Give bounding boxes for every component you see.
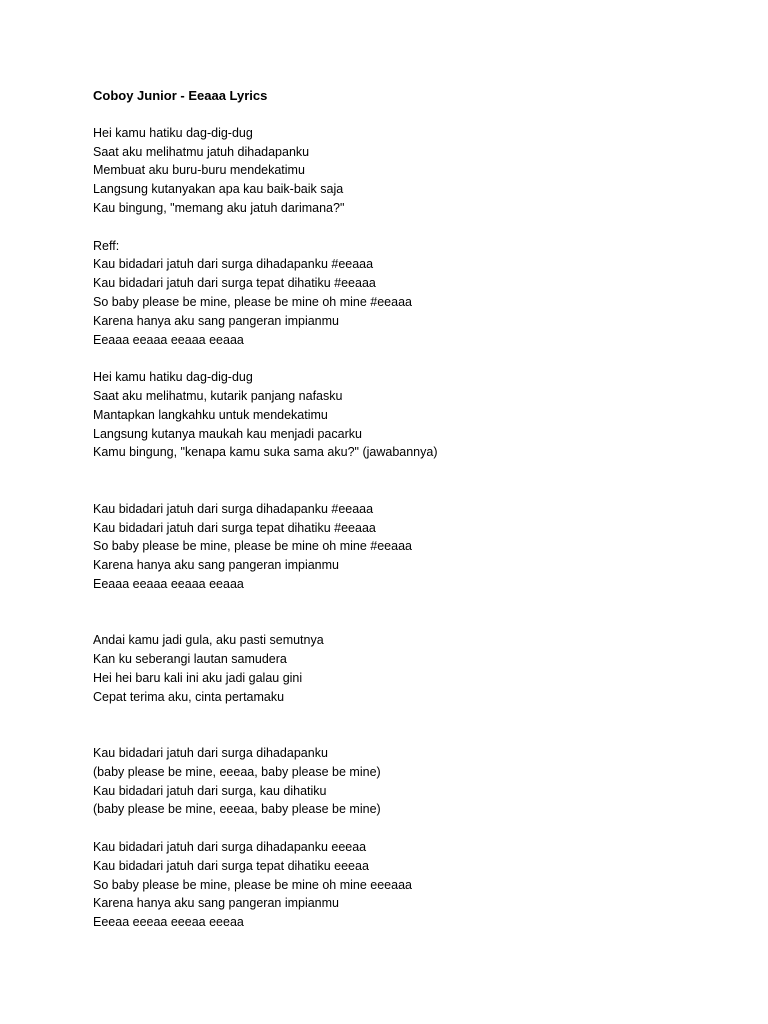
stanza-reff-2: [93, 500, 733, 594]
lyric-line: So baby please be mine, please be mine oh mine eeeaaa: [93, 877, 412, 892]
spacer: [93, 105, 733, 124]
spacer: [93, 349, 733, 368]
lyric-line: Kau bidadari jatuh dari surga dihadapanku eeeaa: [93, 840, 367, 855]
stanza-verse-1: [93, 124, 733, 218]
lyric-line: Hei kamu hatiku dag-dig-dug: [93, 370, 253, 385]
lyric-line: Hei kamu hatiku dag-dig-dug: [93, 125, 253, 140]
lyric-line: Saat aku melihatmu jatuh dihadapanku: [93, 144, 310, 159]
lyric-line: Kau bidadari jatuh dari surga tepat dihatiku #eeaaa: [93, 276, 376, 291]
lyric-line: Karena hanya aku sang pangeran impianmu: [93, 313, 340, 328]
lyric-line: Kau bidadari jatuh dari surga dihadapanku: [93, 746, 328, 761]
stanza-reff-1: [93, 237, 733, 350]
lyric-line: Kau bingung, "memang aku jatuh darimana?": [93, 200, 345, 215]
spacer: [93, 707, 733, 745]
lyric-line: So baby please be mine, please be mine oh mine #eeaaa: [93, 539, 412, 554]
lyric-line: So baby please be mine, please be mine oh mine #eeaaa: [93, 294, 412, 309]
lyric-line: Langsung kutanya maukah kau menjadi pacarku: [93, 426, 362, 441]
lyric-line: Reff:: [93, 238, 120, 253]
lyric-line: Eeeaa eeeaa eeeaa eeeaa: [93, 915, 244, 930]
lyric-line: Karena hanya aku sang pangeran impianmu: [93, 896, 340, 911]
spacer: [93, 819, 733, 838]
stanza-bridge: [93, 631, 733, 706]
lyric-line: Langsung kutanyakan apa kau baik-baik saja: [93, 182, 344, 197]
lyric-line: Kau bidadari jatuh dari surga dihadapanku #eeaaa: [93, 501, 374, 516]
spacer: [93, 462, 733, 500]
lyric-line: (baby please be mine, eeeaa, baby please be mine): [93, 802, 381, 817]
lyric-line: Karena hanya aku sang pangeran impianmu: [93, 558, 340, 573]
lyric-line: Eeaaa eeaaa eeaaa eeaaa: [93, 332, 244, 347]
lyric-line: Cepat terima aku, cinta pertamaku: [93, 689, 285, 704]
lyric-line: Membuat aku buru-buru mendekatimu: [93, 163, 305, 178]
lyric-line: Andai kamu jadi gula, aku pasti semutnya: [93, 633, 324, 648]
stanza-verse-2: [93, 368, 733, 462]
lyric-line: Kau bidadari jatuh dari surga dihadapanku #eeaaa: [93, 257, 374, 272]
lyric-line: Eeaaa eeaaa eeaaa eeaaa: [93, 576, 244, 591]
lyric-line: Kan ku seberangi lautan samudera: [93, 652, 287, 667]
stanza-reff-final: [93, 838, 733, 932]
lyric-line: Kamu bingung, "kenapa kamu suka sama aku?" (jawabannya): [93, 445, 438, 460]
lyric-line: Kau bidadari jatuh dari surga tepat dihatiku #eeaaa: [93, 520, 376, 535]
stanza-interlude: [93, 744, 733, 819]
document-page: [93, 86, 733, 932]
lyric-line: Saat aku melihatmu, kutarik panjang nafasku: [93, 388, 343, 403]
lyric-line: (baby please be mine, eeeaa, baby please be mine): [93, 764, 381, 779]
spacer: [93, 594, 733, 632]
lyric-line: Hei hei baru kali ini aku jadi galau gini: [93, 670, 303, 685]
lyric-line: Kau bidadari jatuh dari surga tepat dihatiku eeeaa: [93, 858, 369, 873]
spacer: [93, 218, 733, 237]
lyric-line: Mantapkan langkahku untuk mendekatimu: [93, 407, 328, 422]
document-title: Coboy Junior - Eeaaa Lyrics: [93, 88, 268, 103]
lyric-line: Kau bidadari jatuh dari surga, kau dihatiku: [93, 783, 327, 798]
